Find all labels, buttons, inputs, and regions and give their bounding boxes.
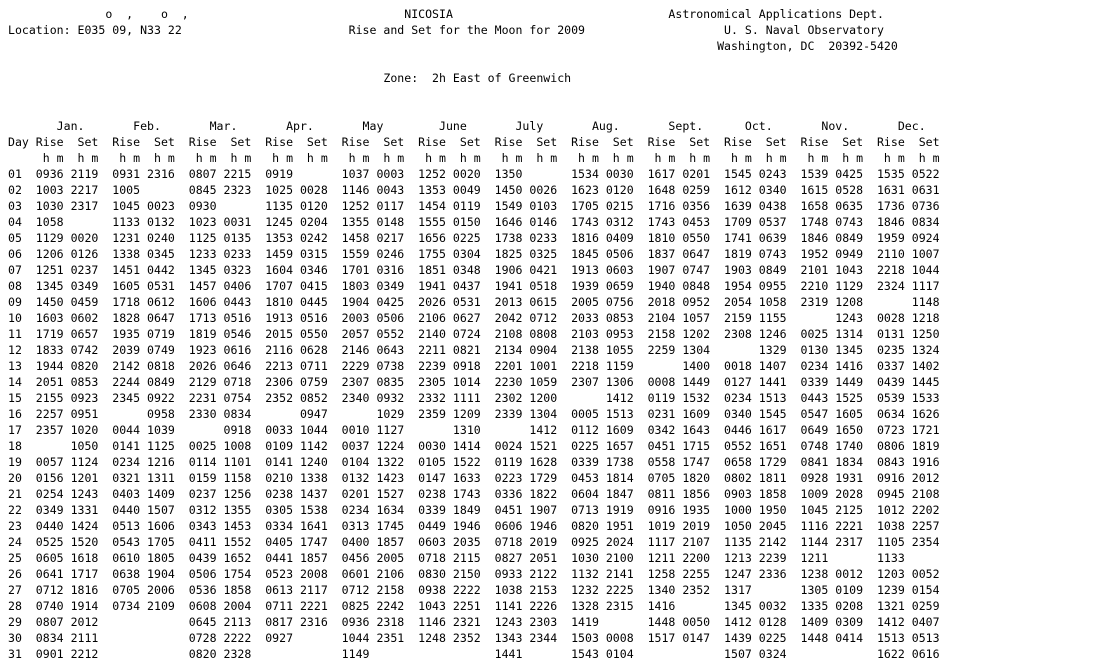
table-row: 14 2051 0853 2244 0849 2129 0718 2306 0759 2307 0835 2305 1014 2230 1059 2307 1306 0008 1449 0127 1441 0339 1449 0439 1445 (8, 375, 940, 389)
table-row: 09 1450 0459 1718 0612 1606 0443 1810 0445 1904 0425 2026 0531 2013 0615 2005 0756 2018 0952 2054 1058 2319 1208 1148 (8, 295, 940, 309)
table-row: 01 0936 2119 0931 2316 0807 2215 0919 1037 0003 1252 0020 1350 1534 0030 1617 0201 1545 0243 1539 0425 1535 0522 (8, 167, 940, 181)
table-row: 30 0834 2111 0728 2222 0927 1044 2351 1248 2352 1343 2344 1503 0008 1517 0147 1439 0225 1448 0414 1513 0513 (8, 631, 940, 645)
table-row: 04 1058 1133 0132 1023 0031 1245 0204 1355 0148 1555 0150 1646 0146 1743 0312 1743 0453 1709 0537 1748 0743 1846 0834 (8, 215, 940, 229)
table-row: 16 2257 0951 0958 2330 0834 0947 1029 2359 1209 2339 1304 0005 1513 0231 1609 0340 1545 0547 1605 0634 1626 (8, 407, 940, 421)
table-row: 18 1050 0141 1125 0025 1008 0109 1142 0037 1224 0030 1414 0024 1521 0225 1657 0451 1715 0552 1651 0748 1740 0806 1819 (8, 439, 940, 453)
table-row: 11 1719 0657 1935 0719 1819 0546 2015 0550 2057 0552 2140 0724 2108 0808 2103 0953 2158 1202 2308 1246 0025 1314 0131 1250 (8, 327, 940, 341)
table-row: 22 0349 1331 0440 1507 0312 1355 0305 1538 0234 1634 0339 1849 0451 1907 0713 1919 0916 1935 1000 1950 1045 2125 1012 2202 (8, 503, 940, 517)
table-row: 29 0807 2012 0645 2113 0817 2316 0936 2318 1146 2321 1243 2303 1419 1448 0050 1412 0128 1409 0309 1412 0407 (8, 615, 940, 629)
table-row: 27 0712 1816 0705 2006 0536 1858 0613 2117 0712 2158 0938 2222 1038 2153 1232 2225 1340 2352 1317 1305 0109 1239 0154 (8, 583, 940, 597)
table-row: 31 0901 2212 0820 2328 1149 1441 1543 0104 1507 0324 1622 0616 (8, 647, 940, 661)
table-row: 13 1944 0820 2142 0818 2026 0646 2213 0711 2229 0738 2239 0918 2201 1001 2218 1159 1400 0018 1407 0234 1416 0337 1402 (8, 359, 940, 373)
table-row: 06 1206 0126 1338 0345 1233 0233 1459 0315 1559 0246 1755 0304 1825 0325 1845 0506 1837 0647 1819 0743 1952 0949 2110 1007 (8, 247, 940, 261)
table-row: 03 1030 2317 1045 0023 0930 1135 0120 1252 0117 1454 0119 1549 0103 1705 0215 1716 0356 1639 0438 1658 0635 1736 0736 (8, 199, 940, 213)
table-row: 21 0254 1243 0403 1409 0237 1256 0238 1437 0201 1527 0238 1743 0336 1822 0604 1847 0811 1856 0903 1858 1009 2028 0945 2108 (8, 487, 940, 501)
table-row: 12 1833 0742 2039 0749 1923 0616 2116 0628 2146 0643 2211 0821 2134 0904 2138 1055 2259 1304 1329 0130 1345 0235 1324 (8, 343, 940, 357)
table-row: 25 0605 1618 0610 1805 0439 1652 0441 1857 0456 2005 0718 2115 0827 2051 1030 2100 1211 2200 1213 2239 1211 1133 (8, 551, 905, 565)
table-row: 08 1345 0349 1605 0531 1457 0406 1707 0415 1803 0349 1941 0437 1941 0518 1939 0659 1940 0848 1954 0955 2210 1129 2324 1117 (8, 279, 940, 293)
zone-line: Zone: 2h East of Greenwich (8, 71, 572, 85)
table-row: 20 0156 1201 0321 1311 0159 1158 0210 1338 0132 1423 0147 1633 0223 1729 0453 1814 0705 1820 0802 1811 0928 1931 0916 2012 (8, 471, 940, 485)
month-header: Jan. Feb. Mar. Apr. May June July Aug. Sept. Oct. Nov. Dec. (8, 119, 926, 133)
table-row: 17 2357 1020 0044 1039 0918 0033 1044 0010 1127 1310 1412 0112 1609 0342 1643 0446 1617 0649 1650 0723 1721 (8, 423, 940, 437)
table-row: 23 0440 1424 0513 1606 0343 1453 0334 1641 0313 1745 0449 1946 0606 1946 0820 1951 1019 2019 1050 2045 1116 2221 1038 2257 (8, 519, 940, 533)
table-row: 07 1251 0237 1451 0442 1345 0323 1604 0346 1701 0316 1851 0348 1906 0421 1913 0603 1907 0747 1903 0849 2101 1043 2218 1044 (8, 263, 940, 277)
table-row: 26 0641 1717 0638 1904 0506 1754 0523 2008 0601 2106 0830 2150 0933 2122 1132 2141 1258 2255 1247 2336 1238 0012 1203 0052 (8, 567, 940, 581)
rise-set-header: Day Rise Set Rise Set Rise Set Rise Set Rise Set Rise Set Rise Set Rise Set Rise Set Rise Set Rise Set Rise Set (8, 135, 940, 149)
table-row: 10 1603 0602 1828 0647 1713 0516 1913 0516 2003 0506 2106 0627 2042 0712 2033 0853 2104 1057 2159 1155 1243 0028 1218 (8, 311, 940, 325)
units-header: h m h m h m h m h m h m h m h m h m h m h m h m h m h m h m h m h m h m h m h m h m h m h m h m (8, 151, 940, 165)
table-row: 24 0525 1520 0543 1705 0411 1552 0405 1747 0400 1857 0603 2035 0718 2019 0925 2024 1117 2107 1135 2142 1144 2317 1105 2354 (8, 535, 940, 549)
table-row: 19 0057 1124 0234 1216 0114 1101 0141 1240 0104 1322 0105 1522 0119 1628 0339 1738 0558 1747 0658 1729 0841 1834 0843 1916 (8, 455, 940, 469)
header-line-3: Washington, DC 20392-5420 (8, 39, 898, 53)
header-line-2: Location: E035 09, N33 22 Rise and Set for the Moon for 2009 U. S. Naval Observatory (8, 23, 884, 37)
table-row: 05 1129 0020 1231 0240 1125 0135 1353 0242 1458 0217 1656 0225 1738 0233 1816 0409 1810 0550 1741 0639 1846 0849 1959 0924 (8, 231, 940, 245)
table-row: 02 1003 2217 1005 0845 2323 1025 0028 1146 0043 1353 0049 1450 0026 1623 0120 1648 0259 1612 0340 1615 0528 1631 0631 (8, 183, 940, 197)
table-row: 15 2155 0923 2345 0922 2231 0754 2352 0852 2340 0932 2332 1111 2302 1200 1412 0119 1532 0234 1513 0443 1525 0539 1533 (8, 391, 940, 405)
header-line-1: o , o , NICOSIA Astronomical Applications Dept. (8, 7, 884, 21)
table-row: 28 0740 1914 0734 2109 0608 2004 0711 2221 0825 2242 1043 2251 1141 2226 1328 2315 1416 1345 0032 1335 0208 1321 0259 (8, 599, 940, 613)
